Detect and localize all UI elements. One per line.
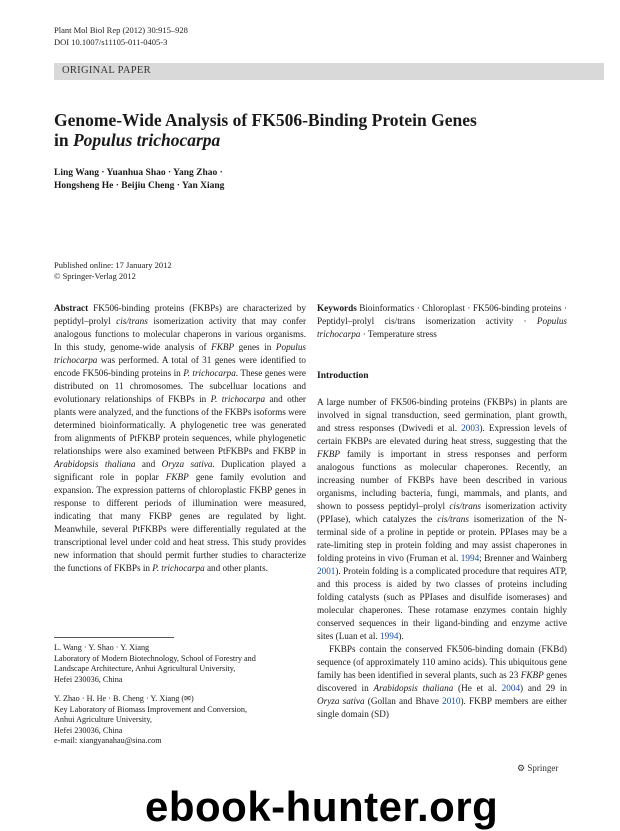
affiliation-1 — [54, 643, 304, 685]
intro-text: isomerization activity (PPIase), which catalyzes the — [317, 501, 568, 524]
affiliation-line: Landscape Architecture, Anhui Agricultural University, — [54, 664, 236, 673]
intro-text: ). FKBP members are either single domain (SD) — [317, 696, 567, 719]
abstract-italic: Oryza sativa. — [161, 459, 215, 469]
affiliation-names: L. Wang · Y. Shao · Y. Xiang — [54, 643, 150, 652]
authors-line-1: Ling Wang · Yuanhua Shao · Yang Zhao · — [54, 168, 223, 178]
intro-text: A large number of FK506-binding proteins (FKBPs) in plants are involved in signal transduction, seed germination, plant growth, and stress responses (Dwivedi et al. — [317, 397, 567, 433]
introduction-heading: Introduction — [317, 371, 369, 381]
abstract-italic: FKBP — [211, 342, 235, 352]
keywords-italic: Populus trichocarpa — [317, 316, 567, 339]
abstract-text: was performed. A total of 31 genes were identified to encode FK506-binding proteins in — [54, 355, 306, 378]
authors-line-2: Hongsheng He · Beijiu Cheng · Yan Xiang — [54, 181, 225, 191]
citation-link[interactable]: 1994 — [380, 631, 399, 641]
citation-link[interactable]: 2004 — [501, 683, 521, 693]
intro-text: genes discovered in — [317, 670, 567, 693]
journal-header — [54, 24, 188, 48]
abstract — [54, 302, 306, 575]
intro-text: FKBPs contain the conserved FK506-binding domain (FKBd) sequence (of approximately 110 amino acids). This ubiquitous gene family has been identified in several plants, such as 23 — [317, 644, 567, 680]
title-species: Populus trichocarpa — [72, 130, 221, 150]
affiliation-2 — [54, 694, 304, 747]
intro-text: ). Expression levels of certain FKBPs are elevated during heat stress, suggesting that the — [317, 423, 567, 446]
copyright: © Springer-Verlag 2012 — [54, 271, 136, 281]
abstract-italic: FKBP — [165, 472, 189, 482]
doi[interactable]: DOI 10.1007/s11105-011-0405-3 — [54, 37, 168, 47]
intro-paragraph-2 — [317, 643, 567, 721]
email[interactable]: e-mail: xiangyanahau@sina.com — [54, 736, 162, 745]
intro-italic: cis/trans — [449, 501, 481, 511]
intro-italic: cis/trans — [437, 514, 469, 524]
abstract-text: genes in — [234, 342, 276, 352]
abstract-text: and — [135, 459, 162, 469]
intro-text: ). — [398, 631, 404, 641]
abstract-italic: P. trichocarpa — [183, 368, 236, 378]
intro-text: ) and 29 in — [520, 683, 567, 693]
citation-link[interactable]: 2003 — [461, 423, 480, 433]
keywords-text: Bioinformatics · Chloroplast · FK506-binding proteins · Peptidyl–prolyl cis/trans isomerization activity · — [317, 303, 567, 326]
springer-logo: ⚙ Springer — [517, 763, 559, 773]
abstract-text: gene family evolution and expansion. The expression patterns of chloroplastic FKBP genes in response to different periods of illumination were measured, indicating that many FKBP genes are regulated by light. Meanwhile, several PtFKBPs were differentially regulated at the transcriptional level under cold and heat stress. This study provides new information that should permit further studies to characterize the functions of FKBPs in — [54, 472, 307, 573]
intro-italic: Arabidopsis thaliana — [373, 683, 454, 693]
abstract-text: and other plants. — [204, 563, 268, 573]
citation-link[interactable]: 2001 — [317, 566, 336, 576]
paper-title — [54, 110, 574, 150]
abstract-italic: Arabidopsis thaliana — [54, 459, 136, 469]
abstract-italic: cis/trans — [116, 316, 148, 326]
watermark: ebook-hunter.org — [145, 783, 499, 830]
intro-text: isomerization of the N-terminal side of a proline in peptide or protein. PPIases may be a rate-limiting step in protein folding and may assist chaperones in folding proteins in vivo (Fruman et al. — [317, 514, 567, 563]
abstract-label: Abstract — [54, 303, 89, 313]
intro-italic: FKBP — [520, 670, 544, 680]
article-type-label: ORIGINAL PAPER — [62, 65, 151, 76]
intro-text: family is important in stress responses and perform analogous functions as molecular chaperones. Recently, an increasing number of FKBPs have been described in various organisms, including bacteria, fungi, mammals, and plants, and shown to possess peptidyl–prolyl — [317, 449, 567, 511]
publication-info — [54, 260, 172, 282]
abstract-text: FK506-binding proteins (FKBPs) are characterized by peptidyl–prolyl — [54, 303, 306, 326]
intro-text: ; Brenner and Wainberg — [479, 553, 567, 563]
author-list — [54, 167, 314, 193]
published-date: Published online: 17 January 2012 — [54, 260, 172, 270]
intro-text: (He et al. — [453, 683, 502, 693]
affiliation-line: Hefei 230036, China — [54, 674, 123, 684]
abstract-italic: P. trichocarpa — [152, 563, 205, 573]
introduction-body — [317, 396, 567, 721]
abstract-text: . These genes were distributed on 11 chromosomes. The subcelluar locations and evolutionary relationships of FKBPs in — [54, 368, 306, 404]
affiliation-line: Key Laboratory of Biomass Improvement and Conversion, — [54, 704, 248, 714]
intro-text: (Gollan and Bhave — [364, 696, 443, 706]
affiliation-line: Hefei 230036, China — [54, 725, 123, 735]
abstract-text: and other plants were analyzed, and the functions of the FKBPs isoforms were determined bioinformatically. A phylogenetic tree was generated from alignments of PtFKBP protein sequences, while phylogenetic relationships were also examined between PtFKBPs and FKBP in — [54, 394, 306, 456]
title-line-2-prefix: in — [54, 130, 73, 150]
intro-italic: Oryza sativa — [317, 696, 365, 706]
title-line-1: Genome-Wide Analysis of FK506-Binding Protein Genes — [54, 110, 477, 130]
abstract-italic: P. trichocarpa — [210, 394, 266, 404]
keywords-text: · Temperature stress — [360, 329, 437, 339]
footnote-divider — [54, 637, 174, 638]
intro-italic: FKBP — [317, 449, 340, 459]
citation-link[interactable]: 1994 — [460, 553, 480, 563]
affiliations — [54, 643, 304, 756]
keywords-label: Keywords — [317, 303, 357, 313]
affiliation-names: Y. Zhao · H. He · B. Cheng · Y. Xiang (✉) — [54, 694, 194, 703]
intro-paragraph-1 — [317, 396, 567, 643]
abstract-text: isomerization activity that may confer analogous functions to molecular chaperons in various organisms. In this study, genome-wide analysis of — [54, 316, 306, 352]
journal-citation: Plant Mol Biol Rep (2012) 30:915–928 — [54, 25, 188, 35]
keywords — [317, 302, 567, 341]
abstract-italic: Populus trichocarpa — [54, 342, 306, 365]
abstract-text: Duplication played a significant role in poplar — [54, 459, 307, 482]
affiliation-line: Anhui Agriculture University, — [54, 715, 152, 724]
affiliation-line: Laboratory of Modern Biotechnology, School of Forestry and — [54, 653, 256, 663]
citation-link[interactable]: 2010 — [442, 696, 461, 706]
intro-text: ). Protein folding is a complicated procedure that requires ATP, and this process is aided by two classes of proteins including folding catalysts (such as PPIases and disulfide isomerases) and molecular chaperones. These rotamase enzymes contain highly conserved sequences in their ligand-binding and enzyme active sites (Luan et al. — [317, 566, 567, 641]
